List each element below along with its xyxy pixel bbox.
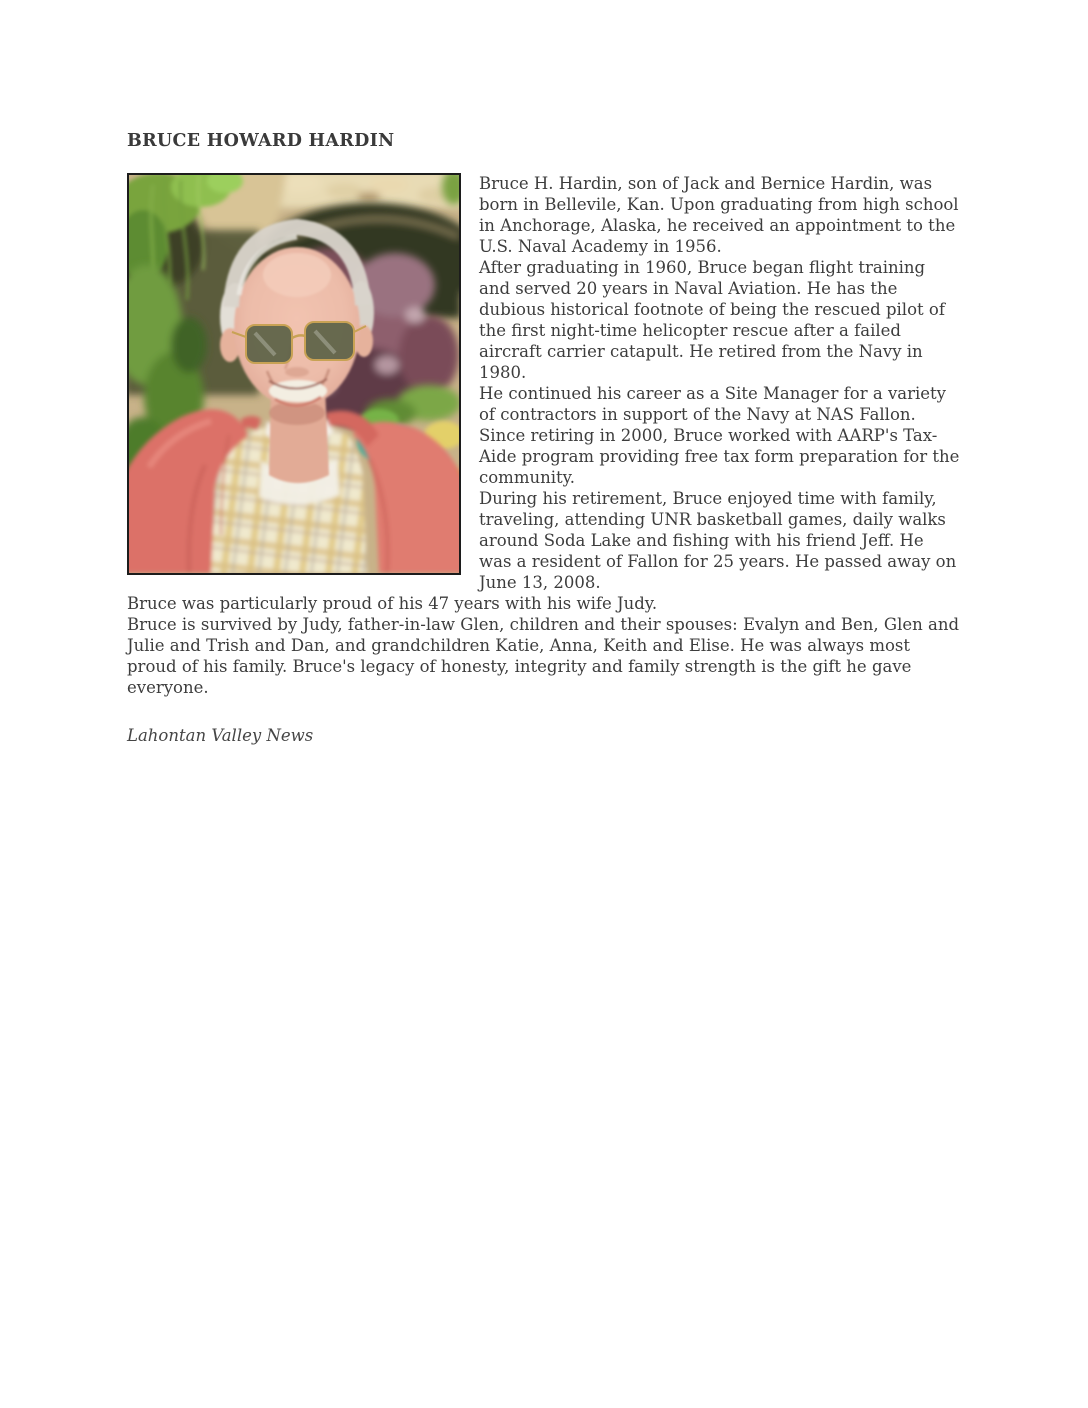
obituary-body [127, 173, 960, 698]
portrait-photo [127, 173, 461, 575]
paragraph-navy-career: After graduating in 1960, Bruce began flight training and served 20 years in Naval Aviation. He has the dubious historical footnote of being the rescued pilot of the first night-time helicopter rescue after a failed aircraft carrier catapult. He retired from the Navy in 1980. [479, 258, 945, 382]
paragraph-retirement: During his retirement, Bruce enjoyed time with family, traveling, attending UNR basketball games, daily walks around Soda Lake and fishing with his friend Jeff. He was a resident of Fallon for 25 years. He passed away on June 13, 2008. [479, 489, 957, 592]
paragraph-wife: Bruce was particularly proud of his 47 years with his wife Judy. [127, 594, 658, 613]
obituary-content [127, 131, 960, 746]
page-title: BRUCE HOWARD HARDIN [127, 131, 395, 151]
portrait-photo-illustration [129, 175, 459, 573]
paragraph-birth: Bruce H. Hardin, son of Jack and Bernice Hardin, was born in Bellevile, Kan. Upon graduating from high school in Anchorage, Alaska, he received an appointment to the U.S. Naval Academy in 1956. [479, 174, 959, 256]
credit-line: Lahontan Valley News [127, 726, 314, 745]
paragraph-site-manager: He continued his career as a Site Manager for a variety of contractors in support of the Navy at NAS Fallon. [479, 384, 946, 424]
paragraph-survivors: Bruce is survived by Judy, father-in-law Glen, children and their spouses: Evalyn and Ben, Glen and Julie and Trish and Dan, and grandchildren Katie, Anna, Keith and Elise. He was always most proud of his family. Bruce's legacy of honesty, integrity and family strength is the gift he gave everyone. [127, 615, 960, 697]
paragraph-tax-aide: Since retiring in 2000, Bruce worked with AARP's Tax-Aide program providing free tax form preparation for the community. [479, 426, 960, 487]
